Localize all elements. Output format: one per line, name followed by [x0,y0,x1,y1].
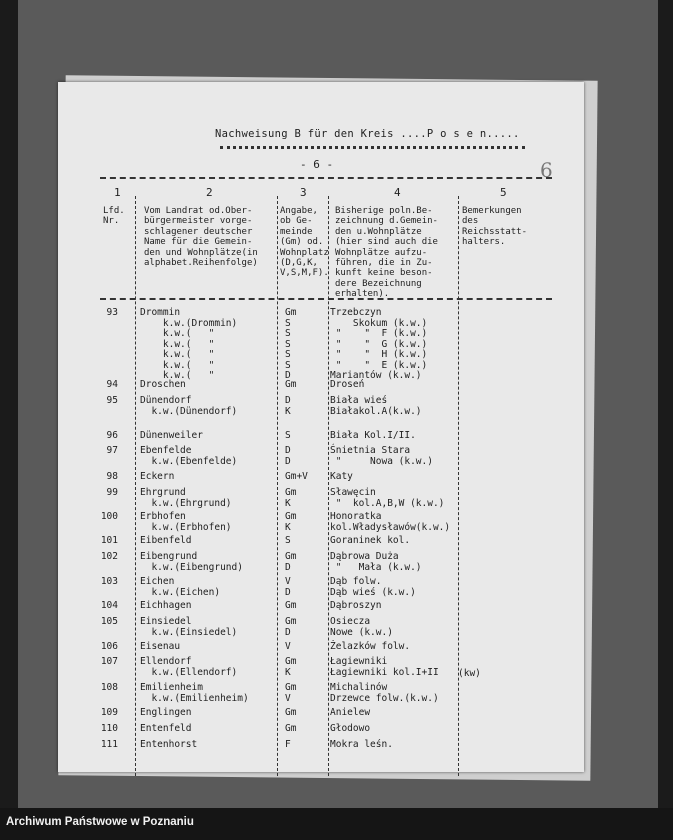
row-number: 110 [100,723,118,734]
polish-name: Łagiewniki Łagiewniki kol.I+II [330,656,439,678]
german-name: Drommin k.w.(Drommin) k.w.( " k.w.( " k.w.( " k.w.( " k.w.( " [140,307,238,381]
page-number: - 6 - [300,158,334,171]
table-row [0,307,600,381]
header-polish-name: Bisherige poln.Be- zeichnung d.Gemein- den u.Wohnplätze (hier sind auch die Wohnplätze aufzu- führen, die in Zu- kunft keine beson- dere Bezeichnung erhalten). [335,206,438,300]
table-row [0,617,600,639]
remark-note: (kw) [458,668,481,679]
header-german-name: Vom Landrat od.Ober- bürgermeister vorge- schlagener deutscher Name für die Gemein- den und Wohnplätze(in alphabet.Reihenfolge) [144,206,258,269]
polish-name: Głodowo [330,723,371,734]
row-number: 96 [106,430,118,441]
polish-name: Honoratka kol.Władysławów(k.w.) [330,511,451,533]
column-number-1: 1 [114,186,121,199]
row-number: 107 [100,656,118,667]
german-name: Erbhofen k.w.(Erbhofen) [140,511,232,533]
type-code: Gm [285,707,297,718]
type-code: V [285,641,291,652]
row-number: 106 [100,641,118,652]
row-number: 98 [106,471,118,482]
polish-name: Anielew [330,707,371,718]
table-top-rule [100,177,552,179]
row-number: 95 [106,395,118,406]
row-number: 99 [106,487,118,498]
table-row [0,577,600,599]
document-header: Nachweisung B für den Kreis ....P o s e n..... [215,128,520,140]
german-name: Eichhagen [140,600,192,611]
type-code: Gm D [285,551,297,573]
polish-name: Sławęcin " kol.A,B,W (k.w.) [330,487,445,509]
column-number-4: 4 [394,186,401,199]
polish-name: Mokra leśn. [330,739,393,750]
german-name: Emilienheim k.w.(Emilienheim) [140,682,249,704]
row-number: 100 [100,511,118,522]
polish-name: Trzebczyn Skokum (k.w.) " " F (k.w.) " " G (k.w.) " " H (k.w.) " " E (k.w.) Mariantów (k.w.) [330,307,428,381]
type-code: Gm K [285,511,297,533]
column-number-2: 2 [206,186,213,199]
polish-name: Dąbrowa Duża " Mała (k.w.) [330,551,422,573]
type-code: Gm [285,600,297,611]
polish-name: Osiecza Nowe (k.w.) [330,616,393,638]
row-number: 102 [100,551,118,562]
type-code: D D [285,445,291,467]
german-name: Dünendorf k.w.(Dünendorf) [140,395,238,417]
type-code: Gm [285,723,297,734]
table-header-rule [100,298,552,300]
german-name: Ellendorf k.w.(Ellendorf) [140,656,238,678]
table-row [0,552,600,574]
handwritten-page-mark: 6 [540,158,553,182]
polish-name: Biała Kol.I/II. [330,430,416,441]
german-name: Eibenfeld [140,535,192,546]
german-name: Droschen [140,379,186,390]
german-name: Ebenfelde k.w.(Ebenfelde) [140,445,238,467]
type-code: Gm [285,379,297,390]
type-code: Gm+V [285,471,308,482]
german-name: Eibengrund k.w.(Eibengrund) [140,551,243,573]
row-number: 111 [100,739,118,750]
row-number: 105 [100,616,118,627]
table-row [0,396,600,418]
polish-name: Katy [330,471,353,482]
german-name: Eichen k.w.(Eichen) [140,576,221,598]
type-code: F [285,739,291,750]
type-code: Gm V [285,682,297,704]
type-code: Gm S S S S S D [285,307,297,381]
german-name: Eisenau [140,641,181,652]
column-number-3: 3 [300,186,307,199]
type-code: V D [285,576,291,598]
row-number: 104 [100,600,118,611]
polish-name: Biała wieś Białakol.A(k.w.) [330,395,422,417]
header-remarks: Bemerkungen des Reichsstatt- halters. [462,206,528,248]
row-number: 109 [100,707,118,718]
german-name: Dünenweiler [140,430,203,441]
row-number: 93 [106,307,118,318]
row-number: 94 [106,379,118,390]
type-code: Gm K [285,656,297,678]
german-name: Englingen [140,707,192,718]
header-underline [220,146,525,149]
header-lfd-nr: Lfd. Nr. [103,206,125,227]
polish-name: Dąbroszyn [330,600,382,611]
polish-name: Żelazków folw. [330,641,411,652]
table-row [0,512,600,534]
polish-name: Śnietnia Stara " Nowa (k.w.) [330,445,433,467]
polish-name: Goraninek kol. [330,535,411,546]
german-name: Einsiedel k.w.(Einsiedel) [140,616,238,638]
polish-name: Dąb folw. Dąb wieś (k.w.) [330,576,416,598]
row-number: 108 [100,682,118,693]
table-row [0,657,600,679]
type-code: D K [285,395,291,417]
polish-name: Droseń [330,379,365,390]
type-code: Gm K [285,487,297,509]
column-number-5: 5 [500,186,507,199]
type-code: Gm D [285,616,297,638]
type-code: S [285,430,291,441]
row-number: 97 [106,445,118,456]
table-row [0,446,600,468]
table-row [0,740,600,762]
table-row [0,683,600,705]
german-name: Eckern [140,471,175,482]
german-name: Entenfeld [140,723,192,734]
german-name: Entenhorst [140,739,198,750]
header-type: Angabe, ob Ge- meinde (Gm) od. Wohnplatz (D,G,K, V,S,M,F). [280,206,329,279]
german-name: Ehrgrund k.w.(Ehrgrund) [140,487,232,509]
table-row [0,488,600,510]
archive-name: Archiwum Państwowe w Poznaniu [6,816,194,828]
type-code: S [285,535,291,546]
row-number: 103 [100,576,118,587]
polish-name: Michalinów Drzewce folw.(k.w.) [330,682,439,704]
row-number: 101 [100,535,118,546]
